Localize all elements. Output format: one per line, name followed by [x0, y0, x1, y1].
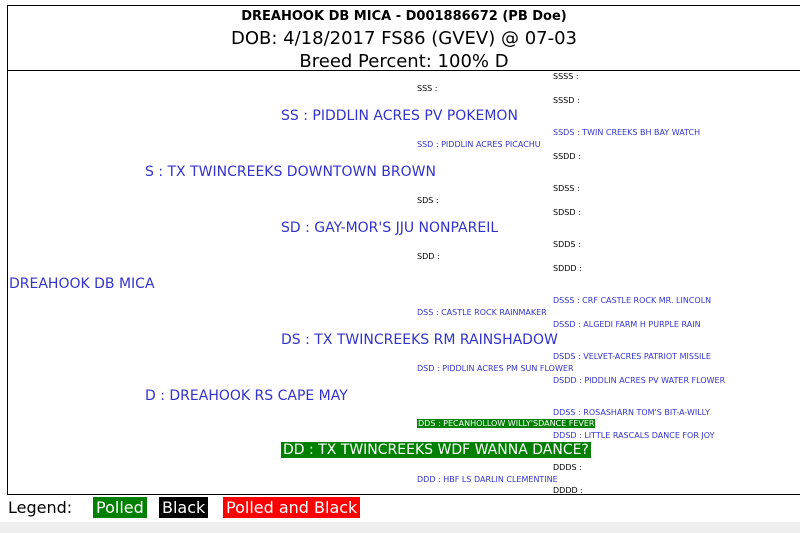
- pedigree-sdd: SDD :: [417, 252, 440, 261]
- pedigree-ds[interactable]: DS : TX TWINCREEKS RM RAINSHADOW: [281, 332, 558, 348]
- pedigree-dss[interactable]: DSS : CASTLE ROCK RAINMAKER: [417, 308, 547, 317]
- animal-header: [7, 5, 800, 71]
- animal-dob: DOB: 4/18/2017 FS86 (GVEV) @ 07-03: [230, 28, 577, 49]
- pedigree-sss: SSS :: [417, 84, 438, 93]
- legend-label: Legend:: [8, 498, 73, 517]
- breed-percent: Breed Percent: 100% D: [299, 51, 509, 72]
- pedigree-ssdd: SSDD :: [553, 152, 581, 161]
- pedigree-sd[interactable]: SD : GAY-MOR'S JJU NONPAREIL: [281, 220, 499, 236]
- pedigree-ssd[interactable]: SSD : PIDDLIN ACRES PICACHU: [417, 140, 541, 149]
- pedigree-ddss[interactable]: DDSS : ROSASHARN TOM'S BIT-A-WILLY: [553, 408, 710, 417]
- pedigree-dds[interactable]: DDS : PECANHOLLOW WILLY'SDANCE FEVER: [418, 419, 595, 428]
- legend-polled-black: Polled and Black: [223, 497, 360, 518]
- pedigree-dsdd[interactable]: DSDD : PIDDLIN ACRES PV WATER FLOWER: [553, 376, 726, 385]
- pedigree-dsd[interactable]: DSD : PIDDLIN ACRES PM SUN FLOWER: [417, 364, 574, 373]
- pedigree-dsss[interactable]: DSSS : CRF CASTLE ROCK MR. LINCOLN: [553, 296, 712, 305]
- pedigree-dssd[interactable]: DSSD : ALGEDI FARM H PURPLE RAIN: [553, 320, 701, 329]
- pedigree-sddd: SDDD :: [553, 264, 582, 273]
- pedigree-s[interactable]: S : TX TWINCREEKS DOWNTOWN BROWN: [145, 164, 436, 180]
- animal-title: DREAHOOK DB MICA - D001886672 (PB Doe): [241, 9, 567, 24]
- pedigree-sdds: SDDS :: [553, 240, 581, 249]
- pedigree-ssss: SSSS :: [553, 72, 579, 81]
- pedigree-dsds[interactable]: DSDS : VELVET-ACRES PATRIOT MISSILE: [553, 352, 711, 361]
- legend-polled: Polled: [93, 497, 147, 518]
- pedigree-self[interactable]: DREAHOOK DB MICA: [9, 276, 155, 292]
- legend-black: Black: [159, 497, 208, 518]
- pedigree-dd[interactable]: DD : TX TWINCREEKS WDF WANNA DANCE?: [283, 442, 589, 458]
- pedigree-dddd: DDDD :: [553, 486, 583, 495]
- page-footer: [0, 522, 800, 533]
- pedigree-ddsd[interactable]: DDSD : LITTLE RASCALS DANCE FOR JOY: [553, 431, 715, 440]
- pedigree-sssd: SSSD :: [553, 96, 580, 105]
- pedigree-d[interactable]: D : DREAHOOK RS CAPE MAY: [145, 388, 348, 404]
- pedigree-sdsd: SDSD :: [553, 208, 581, 217]
- pedigree-ssds[interactable]: SSDS : TWIN CREEKS BH BAY WATCH: [553, 128, 701, 137]
- pedigree-sds: SDS :: [417, 196, 439, 205]
- pedigree-ss[interactable]: SS : PIDDLIN ACRES PV POKEMON: [281, 108, 518, 124]
- pedigree-sdss: SDSS :: [553, 184, 580, 193]
- pedigree-ddds: DDDS :: [553, 463, 582, 472]
- pedigree-ddd[interactable]: DDD : HBF LS DARLIN CLEMENTINE: [417, 475, 558, 484]
